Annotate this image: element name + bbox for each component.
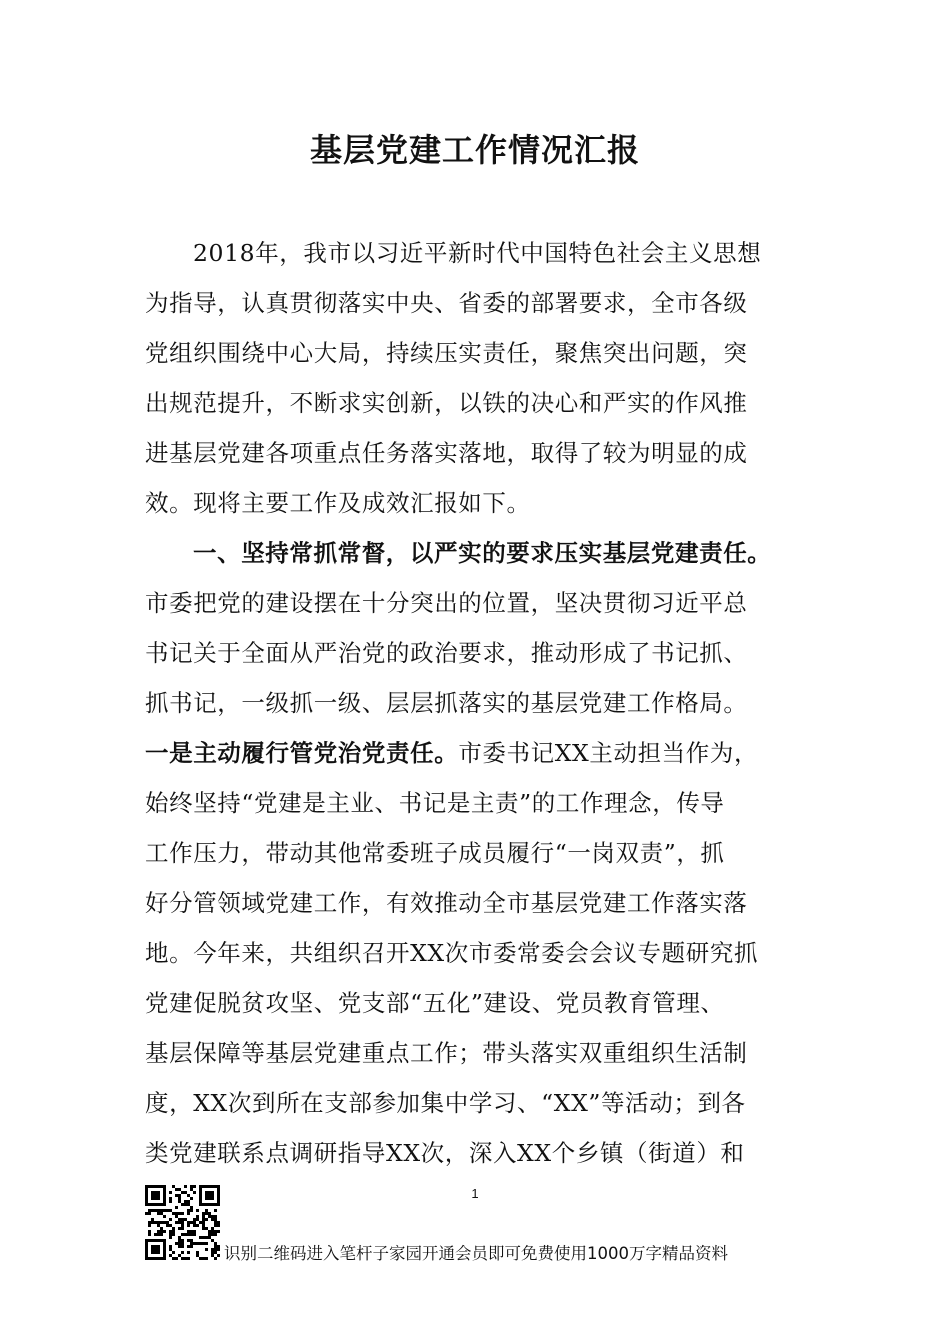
footer-note: 识别二维码进入笔杆子家园开通会员即可免费使用1000万字精品资料: [224, 1244, 728, 1263]
text-line: [145, 778, 810, 828]
text-segment: 度，XX次到所在支部参加集中学习、“XX”等活动；到各: [145, 1089, 746, 1117]
qr-code-icon[interactable]: [145, 1185, 220, 1260]
text-segment: 好分管领域党建工作，有效推动全市基层党建工作落实落: [145, 889, 748, 917]
text-line: [145, 1078, 810, 1128]
text-segment: 效。现将主要工作及成效汇报如下。: [145, 489, 531, 517]
text-segment: 抓书记，一级抓一级、层层抓落实的基层党建工作格局。: [145, 689, 748, 717]
text-line: [145, 828, 810, 878]
page-number: 1: [471, 1186, 479, 1201]
bold-text-segment: 一是主动履行管党治党责任。: [145, 739, 459, 767]
text-segment: 党建促脱贫攻坚、党支部“五化”建设、党员教育管理、: [145, 989, 725, 1017]
text-line: [145, 678, 810, 728]
text-segment: 为指导，认真贯彻落实中央、省委的部署要求，全市各级: [145, 289, 748, 317]
text-line: [145, 1128, 810, 1178]
text-line: [145, 328, 810, 378]
text-segment: 类党建联系点调研指导XX次，深入XX个乡镇（街道）和: [145, 1139, 745, 1167]
text-line: [145, 978, 810, 1028]
text-segment: 地。今年来，共组织召开XX次市委常委会会议专题研究抓: [145, 939, 759, 967]
text-line: [145, 378, 810, 428]
text-segment: 始终坚持“党建是主业、书记是主责”的工作理念，传导: [145, 789, 725, 817]
text-segment: 市委把党的建设摆在十分突出的位置，坚决贯彻习近平总: [145, 589, 748, 617]
document-body: [145, 228, 810, 1178]
text-line: [145, 278, 810, 328]
text-line: [145, 928, 810, 978]
text-segment: 基层保障等基层党建重点工作；带头落实双重组织生活制: [145, 1039, 748, 1067]
text-line: [145, 578, 810, 628]
text-line: [145, 628, 810, 678]
text-line: [145, 228, 810, 278]
text-segment: 出规范提升，不断求实创新，以铁的决心和严实的作风推: [145, 389, 748, 417]
text-segment: 书记关于全面从严治党的政治要求，推动形成了书记抓、: [145, 639, 748, 667]
document-title: 基层党建工作情况汇报: [309, 131, 640, 169]
text-line: [145, 878, 810, 928]
bold-text-segment: 一、坚持常抓常督，以严实的要求压实基层党建责任。: [193, 539, 772, 567]
text-line: [145, 478, 810, 528]
text-line: [145, 728, 810, 778]
text-segment: 2018年，我市以习近平新时代中国特色社会主义思想: [193, 239, 762, 267]
text-segment: 市委书记XX主动担当作为，: [458, 739, 759, 767]
text-segment: 进基层党建各项重点任务落实落地，取得了较为明显的成: [145, 439, 748, 467]
text-line: [145, 1028, 810, 1078]
text-segment: 党组织围绕中心大局，持续压实责任，聚焦突出问题，突: [145, 339, 748, 367]
text-segment: 工作压力，带动其他常委班子成员履行“一岗双责”，抓: [145, 839, 725, 867]
text-line: [145, 528, 810, 578]
text-line: [145, 428, 810, 478]
